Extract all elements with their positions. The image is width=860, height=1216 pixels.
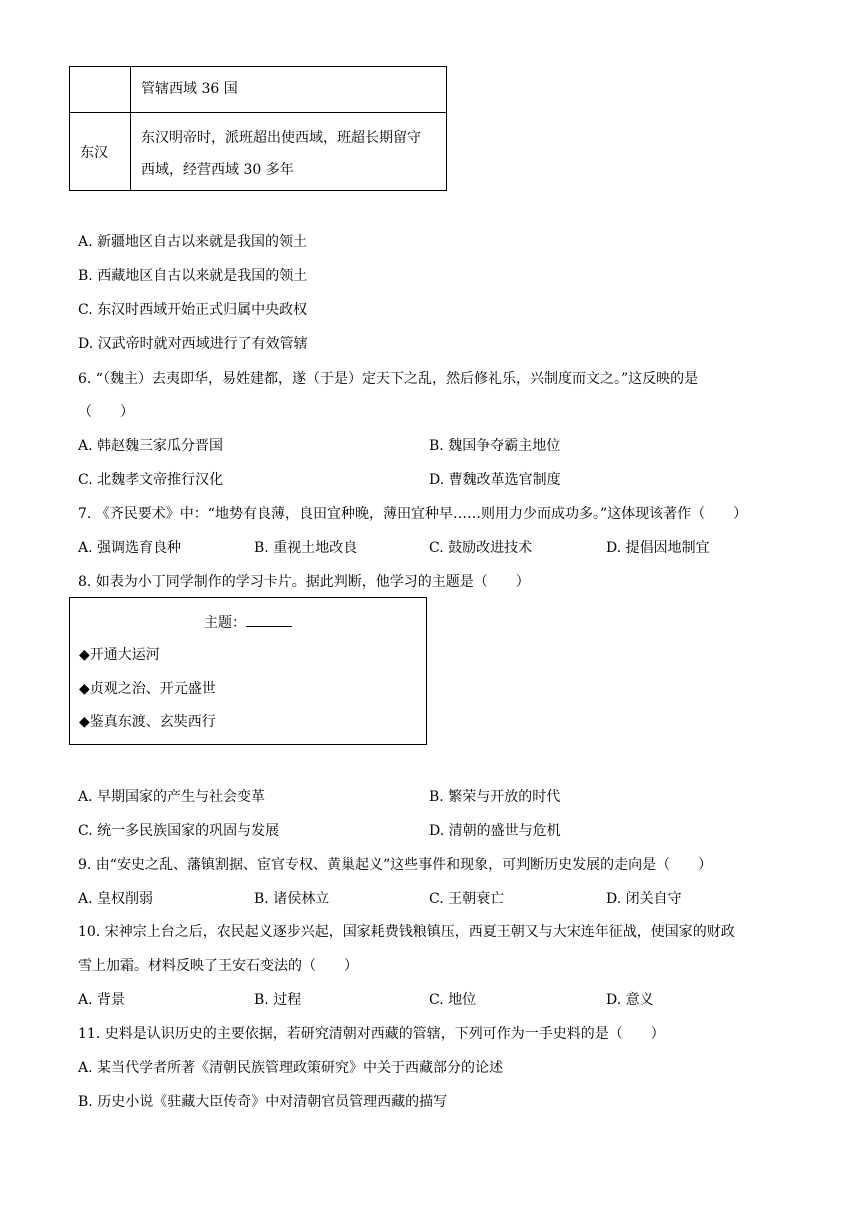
q7-option-a: A. 强调选育良种 <box>78 540 182 556</box>
q6-stem-line2: （ ） <box>78 404 134 420</box>
table-cell-row1-right: 管辖西域 36 国 <box>141 81 238 97</box>
q10-option-d: D. 意义 <box>606 992 654 1008</box>
q6-stem-line1: 6. “（魏主）去夷即华，易姓建都，遂（于是）定天下之乱，然后修礼乐，兴制度而文之。”这反映的是 <box>78 371 699 387</box>
table-cell-row2-right-line2: 西域，经营西域 30 多年 <box>141 162 294 178</box>
table-cell-row2-right-line1: 东汉明帝时，派班超出使西域，班超长期留守 <box>141 130 421 146</box>
q9-stem: 9. 由“安史之乱、藩镇割据、宦官专权、黄巢起义”这些事件和现象，可判断历史发展的走向是（ ） <box>78 857 713 873</box>
q6-option-d: D. 曹魏改革选官制度 <box>429 472 561 488</box>
card-item-2: ◆贞观之治、开元盛世 <box>79 681 216 697</box>
q10-stem-line1: 10. 宋神宗上台之后，农民起义逐步兴起，国家耗费钱粮镇压，西夏王朝又与大宋连年征战，使国家的财政 <box>78 924 735 940</box>
q10-stem-line2: 雪上加霜。材料反映了王安石变法的（ ） <box>78 958 358 974</box>
q9-option-b: B. 诸侯林立 <box>254 891 330 907</box>
card-item-1: ◆开通大运河 <box>79 647 160 663</box>
q9-option-d: D. 闭关自守 <box>606 891 682 907</box>
card-title-row <box>204 612 292 633</box>
q8-stem: 8. 如表为小丁同学制作的学习卡片。据此判断，他学习的主题是（ ） <box>78 574 530 590</box>
card-title-label: 主题： <box>204 615 246 631</box>
q11-option-b: B. 历史小说《驻藏大臣传奇》中对清朝官员管理西藏的描写 <box>78 1094 448 1110</box>
card-item-3: ◆鉴真东渡、玄奘西行 <box>79 714 216 730</box>
q10-option-c: C. 地位 <box>429 992 477 1008</box>
q5-option-b: B. 西藏地区自古以来就是我国的领土 <box>78 268 308 284</box>
q7-stem: 7. 《齐民要术》中：“地势有良薄，良田宜种晚，薄田宜种早……则用力少而成功多。”这体现该著作（ ） <box>78 506 748 522</box>
study-card <box>69 597 427 745</box>
q10-option-b: B. 过程 <box>254 992 302 1008</box>
q6-option-a: A. 韩赵魏三家瓜分晋国 <box>78 438 224 454</box>
q9-option-c: C. 王朝衰亡 <box>429 891 505 907</box>
q5-option-c: C. 东汉时西域开始正式归属中央政权 <box>78 302 308 318</box>
q7-option-b: B. 重视土地改良 <box>254 540 358 556</box>
western-regions-table <box>69 66 447 191</box>
table-cell-row2-left: 东汉 <box>80 145 108 161</box>
q6-option-c: C. 北魏孝文帝推行汉化 <box>78 472 224 488</box>
q6-option-b: B. 魏国争夺霸主地位 <box>429 438 561 454</box>
table-divider-vertical <box>130 67 131 190</box>
q8-option-d: D. 清朝的盛世与危机 <box>429 823 561 839</box>
q8-option-c: C. 统一多民族国家的巩固与发展 <box>78 823 280 839</box>
q8-option-a: A. 早期国家的产生与社会变革 <box>78 789 266 805</box>
q9-option-a: A. 皇权削弱 <box>78 891 154 907</box>
q10-option-a: A. 背景 <box>78 992 126 1008</box>
q8-option-b: B. 繁荣与开放的时代 <box>429 789 561 805</box>
q7-option-c: C. 鼓励改进技术 <box>429 540 533 556</box>
card-title-blank <box>246 612 292 627</box>
q11-stem: 11. 史料是认识历史的主要依据，若研究清朝对西藏的管辖，下列可作为一手史料的是（ ） <box>78 1026 665 1042</box>
q5-option-d: D. 汉武帝时就对西域进行了有效管辖 <box>78 336 308 352</box>
q5-option-a: A. 新疆地区自古以来就是我国的领土 <box>78 234 308 250</box>
table-divider-horizontal <box>70 112 446 113</box>
q7-option-d: D. 提倡因地制宜 <box>606 540 710 556</box>
q11-option-a: A. 某当代学者所著《清朝民族管理政策研究》中关于西藏部分的论述 <box>78 1060 504 1076</box>
